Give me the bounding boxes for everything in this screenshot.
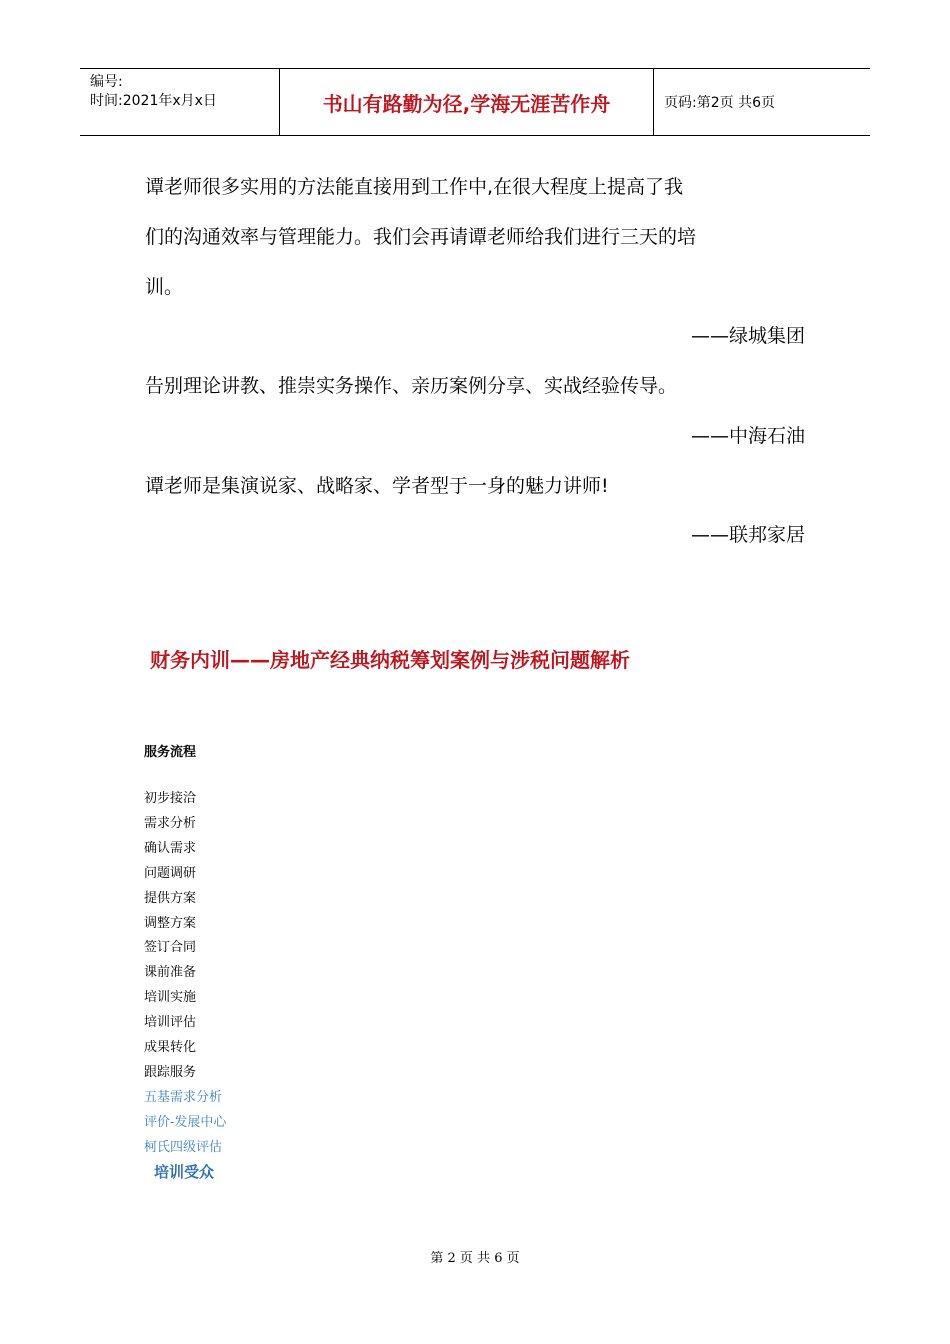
service-step: 调整方案 [144, 915, 197, 931]
page-footer: 第 2 页 共 6 页 [430, 1251, 520, 1266]
service-step: 培训实施 [144, 990, 197, 1006]
doc-time-label: 时间:2021年x月x日 [90, 93, 217, 109]
service-flow-list [144, 787, 226, 1161]
link-kirkpatrick-evaluation[interactable]: 柯氏四级评估 [144, 1139, 223, 1155]
service-step: 问题调研 [144, 865, 197, 881]
service-step: 培训评估 [144, 1015, 197, 1031]
service-step: 需求分析 [144, 815, 197, 831]
testimonial-1-line-1: 谭老师很多实用的方法能直接用到工作中,在很大程度上提高了我 [145, 176, 684, 198]
link-assessment-center[interactable]: 评价-发展中心 [144, 1114, 227, 1130]
service-step: 提供方案 [144, 890, 197, 906]
service-flow-heading: 服务流程 [144, 745, 197, 760]
testimonial-1-line-2: 们的沟通效率与管理能力。我们会再请谭老师给我们进行三天的培 [145, 226, 697, 248]
service-step: 确认需求 [144, 840, 197, 856]
testimonial-1-line-3: 训。 [145, 276, 184, 298]
header-meta [80, 69, 280, 135]
link-needs-analysis[interactable]: 五基需求分析 [144, 1089, 223, 1105]
page-header [80, 68, 870, 136]
service-step: 成果转化 [144, 1040, 197, 1056]
testimonial-3: 谭老师是集演说家、战略家、学者型于一身的魅力讲师! [145, 475, 609, 497]
testimonial-3-signature: ——联邦家居 [690, 524, 805, 546]
testimonial-2-signature: ——中海石油 [690, 425, 805, 447]
audience-heading[interactable]: 培训受众 [154, 1163, 215, 1181]
testimonial-1-signature: ——绿城集团 [690, 325, 805, 347]
service-step: 课前准备 [144, 965, 197, 981]
course-title: 财务内训——房地产经典纳税筹划案例与涉税问题解析 [150, 648, 630, 672]
service-step: 跟踪服务 [144, 1064, 197, 1080]
header-motto: 书山有路勤为径,学海无涯苦作舟 [280, 69, 654, 135]
service-step: 初步接洽 [144, 791, 197, 806]
testimonial-2: 告别理论讲教、推崇实务操作、亲历案例分享、实战经验传导。 [145, 375, 678, 397]
doc-number-label: 编号: [90, 74, 123, 90]
service-step: 签订合同 [144, 940, 197, 956]
header-page-number: 页码:第2页 共6页 [664, 95, 775, 111]
